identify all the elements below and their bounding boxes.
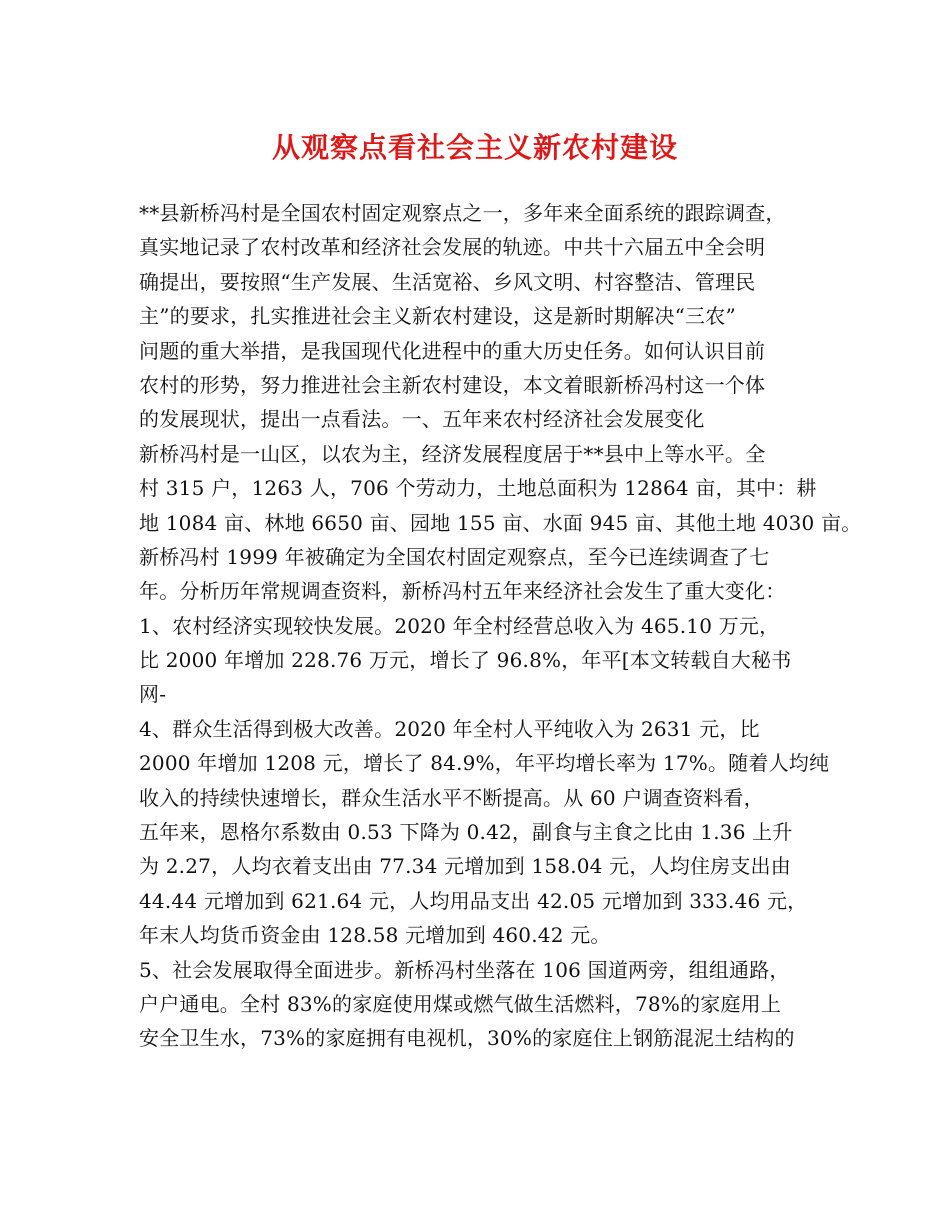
body-line: 农村的形势，努力推进社会主新农村建设，本文着眼新桥冯村这一个体 <box>139 372 766 397</box>
document-body <box>139 196 862 1056</box>
body-line: 户户通电。全村 83%的家庭使用煤或燃气做生活燃料，78%的家庭用上 <box>139 991 782 1016</box>
body-line: 村 315 户，1263 人，706 个劳动力，土地总面积为 12864 亩，其中：耕 <box>139 476 817 501</box>
document-title: 从观察点看社会主义新农村建设 <box>271 131 678 164</box>
body-line: 收入的持续快速增长，群众生活水平不断提高。从 60 户调查资料看， <box>139 785 764 810</box>
body-line: 44.44 元增加到 621.64 元，人均用品支出 42.05 元增加到 333.46 元， <box>139 888 808 913</box>
body-line: 主”的要求，扎实推进社会主义新农村建设，这是新时期解决“三农” <box>139 304 736 329</box>
body-line: **县新桥冯村是全国农村固定观察点之一，多年来全面系统的跟踪调查， <box>139 201 786 225</box>
body-line: 5、社会发展取得全面进步。新桥冯村坐落在 106 国道两旁，组组通路， <box>139 957 790 982</box>
body-line: 为 2.27，人均衣着支出由 77.34 元增加到 158.04 元，人均住房支出由 <box>139 854 791 879</box>
body-line: 比 2000 年增加 228.76 万元，增长了 96.8%，年平[本文转载自大秘书 <box>139 648 792 673</box>
body-line: 五年来，恩格尔系数由 0.53 下降为 0.42，副食与主食之比由 1.36 上升 <box>139 820 793 845</box>
body-line: 问题的重大举措，是我国现代化进程中的重大历史任务。如何认识目前 <box>139 338 766 363</box>
body-line: 真实地记录了农村改革和经济社会发展的轨迹。中共十六届五中全会明 <box>139 235 766 260</box>
body-line: 2000 年增加 1208 元，增长了 84.9%，年平均增长率为 17%。随着人均纯 <box>139 751 830 776</box>
body-line: 4、群众生活得到极大改善。2020 年全村人平纯收入为 2631 元，比 <box>139 716 760 741</box>
body-line: 网- <box>139 682 167 707</box>
body-line: 的发展现状，提出一点看法。一、五年来农村经济社会发展变化 <box>139 407 705 432</box>
body-line: 安全卫生水，73%的家庭拥有电视机，30%的家庭住上钢筋混泥土结构的 <box>139 1026 795 1051</box>
body-line: 确提出，要按照“生产发展、生活宽裕、乡风文明、村容整洁、管理民 <box>139 269 756 294</box>
body-line: 年末人均货币资金由 128.58 元增加到 460.42 元。 <box>139 923 611 948</box>
body-line: 地 1084 亩、林地 6650 亩、园地 155 亩、水面 945 亩、其他土地 4030 亩。 <box>139 510 862 535</box>
body-line: 年。分析历年常规调查资料，新桥冯村五年来经济社会发生了重大变化： <box>139 579 786 604</box>
body-line: 新桥冯村 1999 年被确定为全国农村固定观察点，至今已连续调查了七 <box>139 544 770 569</box>
body-line: 新桥冯村是一山区，以农为主，经济发展程度居于**县中上等水平。全 <box>139 441 766 466</box>
body-line: 1、农村经济实现较快发展。2020 年全村经营总收入为 465.10 万元， <box>139 613 780 638</box>
